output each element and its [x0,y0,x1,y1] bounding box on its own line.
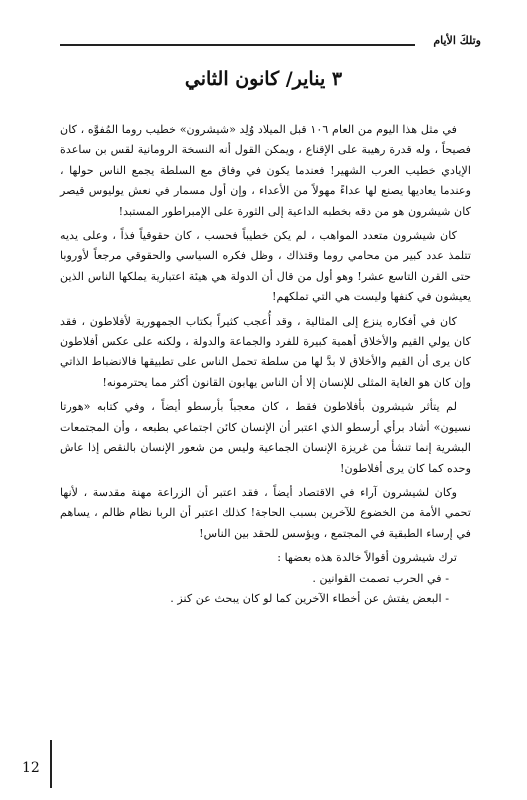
quote-item: - البعض يفتش عن أخطاء الآخرين كما لو كان يبحث عن كنز . [170,591,449,605]
paragraph: في مثل هذا اليوم من العام ١٠٦ قبل الميلاد وُلِد «شيشرون» خطيب روما المُفوَّه ، كان فصيحاً ، وله قدرة رهيبة على الإقناع ، ويمكن القول أنه النسخة الرومانية لقس بن ساعدة الإيادي خطيب العرب الشهير! فعندما يكون في وفاق مع السلطة يجمع الناس حولها ، وعندما يعاديها يصنع لها عداءً مهولاً من الأعداء ، وإن أول مسمار في نعش يوليوس قيصر كان شيشرون هو من دقه بخطبه الداعية إلى الثورة على الإمبراطور المستبد! [60,123,471,218]
chapter-title: ٣ يناير/ كانون الثاني [184,68,343,90]
quote-item: - في الحرب تصمت القوانين . [312,571,449,585]
page-number-rule [50,740,52,788]
paragraph: ترك شيشرون أقوالاً خالدة هذه بعضها : [277,551,457,565]
page-number: 12 [22,760,40,776]
body-text [60,120,471,609]
paragraph: كان في أفكاره ينزع إلى المثالية ، وقد أُعجب كثيراً بكتاب الجمهورية لأفلاطون ، فقد كان يولي القيم والأخلاق أهمية كبيرة للفرد والجماعة والدولة ، ولكنه على عكس أفلاطون كان يرى أن القيم والأخلاق لا بدَّ لها من سلطة تحمل الناس على تطبيقها فالانضباط الذاتي وإن كان هو الغاية المثلى للإنسان إلا أن الناس يهابون القانون أكثر مما يحترمونه! [60,314,471,389]
paragraph: لم يتأثر شيشرون بأفلاطون فقط ، كان معجباً بأرسطو أيضاً ، وفي كتابه «هورتا نسيون» أشاد برأي أرسطو الذي اعتبر أن الإنسان كائن اجتماعي بطبعه ، وأن المجتمعات البشرية إنما تنشأ من غريزة الإنسان الجماعية وليس من شعور الإنسان بالنقص إذا عاش وحده كما كان يرى أفلاطون! [60,400,471,475]
running-header-title: وتلكَ الأيام [433,34,481,47]
quote-list [60,569,471,610]
paragraph: كان شيشرون متعدد المواهب ، لم يكن خطيباً فحسب ، كان حقوقياً فذاً ، وعلى يديه تتلمذ عدد كبير من محامي روما وقتذاك ، وظل فكره السياسي والحقوقي مرجعاً لأوروبا حتى القرن التاسع عشر! وهو أول من قال أن الدولة هي هيئة اعتبارية يملكها الناس الذين يعيشون في كنفها وليست هي التي تملكهم! [60,229,471,304]
header-rule [60,44,415,46]
paragraph: وكان لشيشرون آراء في الاقتصاد أيضاً ، فقد اعتبر أن الزراعة مهنة مقدسة ، لأنها تحمي الأمة من الخضوع للآخرين بسبب الحاجة! كذلك اعتبر أن الربا نظام ظالم ، يساهم في إرساء الطبقية في المجتمع ، ويؤسس للحقد بين الناس! [60,485,471,540]
